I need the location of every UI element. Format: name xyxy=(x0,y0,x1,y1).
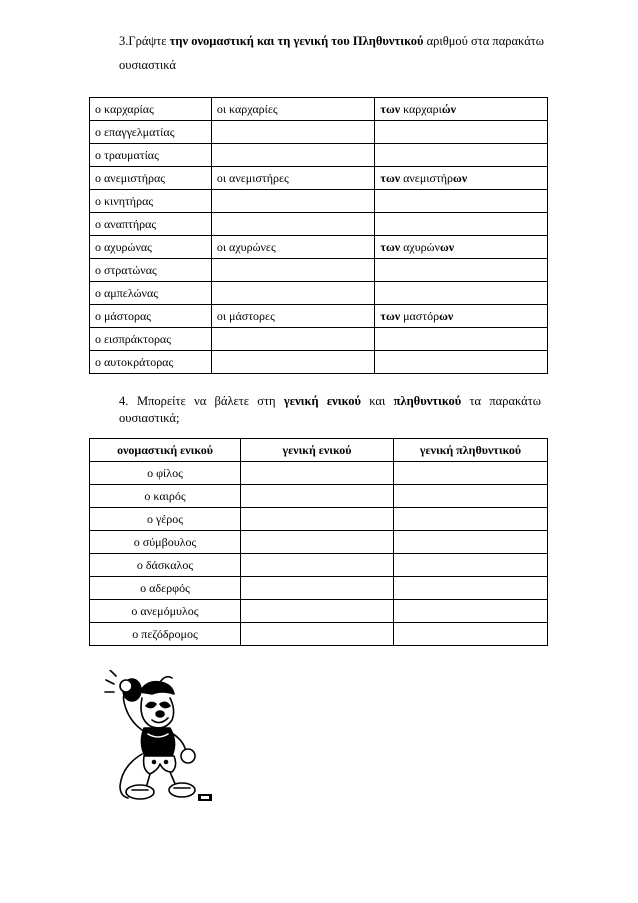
nominative-singular-cell: ο πεζόδρομος xyxy=(90,623,241,646)
table-row xyxy=(90,623,548,646)
table-row xyxy=(90,351,548,374)
nominative-plural-cell[interactable] xyxy=(211,259,375,282)
nominative-singular-cell: ο αχυρώνας xyxy=(90,236,212,259)
nominative-plural-cell[interactable]: οι μάστορες xyxy=(211,305,375,328)
nominative-singular-cell: ο σύμβουλος xyxy=(90,531,241,554)
genitive-plural-cell[interactable] xyxy=(394,623,548,646)
genitive-ending: ων xyxy=(453,170,468,185)
table-row xyxy=(90,554,548,577)
genitive-ending: ων xyxy=(439,239,455,254)
table-row xyxy=(90,508,548,531)
genitive-singular-cell[interactable] xyxy=(241,554,394,577)
genitive-stem: καρχαρι xyxy=(400,101,442,116)
nominative-singular-cell: ο αμπελώνας xyxy=(90,282,212,305)
genitive-plural-cell[interactable] xyxy=(375,121,548,144)
nominative-plural-cell[interactable] xyxy=(211,121,375,144)
exercise3-bold: την ονομαστική και τη γενική του Πληθυντικού xyxy=(169,34,424,48)
genitive-stem: αχυρών xyxy=(400,239,440,254)
genitive-plural-cell[interactable] xyxy=(394,577,548,600)
genitive-plural-cell[interactable] xyxy=(375,144,548,167)
table-row xyxy=(90,259,548,282)
genitive-plural-cell[interactable] xyxy=(394,600,548,623)
nominative-plural-cell[interactable] xyxy=(211,213,375,236)
table-row xyxy=(90,485,548,508)
exercise4-bold1: γενική ενικού xyxy=(283,394,361,408)
genitive-plural-cell[interactable] xyxy=(394,508,548,531)
genitive-plural-cell[interactable] xyxy=(375,282,548,305)
genitive-plural-cell[interactable] xyxy=(394,485,548,508)
nominative-singular-cell: ο τραυματίας xyxy=(90,144,212,167)
genitive-singular-cell[interactable] xyxy=(241,485,394,508)
exercise4-number: 4. xyxy=(119,394,129,408)
nominative-singular-cell: ο φίλος xyxy=(90,462,241,485)
nominative-plural-cell[interactable] xyxy=(211,282,375,305)
exercise4-instructions xyxy=(119,393,541,427)
genitive-article: των xyxy=(380,239,401,254)
table-row xyxy=(90,213,548,236)
table-row xyxy=(90,282,548,305)
nominative-singular-cell: ο αδερφός xyxy=(90,577,241,600)
table-row xyxy=(90,305,548,328)
table-row xyxy=(90,167,548,190)
exercise4-bold2: πληθυντικού xyxy=(393,394,462,408)
exercise4-table xyxy=(89,438,548,646)
nominative-plural-cell[interactable]: οι αχυρώνες xyxy=(211,236,375,259)
genitive-singular-cell[interactable] xyxy=(241,623,394,646)
nominative-singular-cell: ο αναπτήρας xyxy=(90,213,212,236)
genitive-plural-cell[interactable] xyxy=(394,531,548,554)
genitive-singular-cell[interactable] xyxy=(241,577,394,600)
nominative-singular-cell: ο καιρός xyxy=(90,485,241,508)
genitive-plural-cell[interactable] xyxy=(375,305,548,328)
table-row xyxy=(90,577,548,600)
exercise4-part2: και xyxy=(360,394,394,408)
exercise3-suffix: αριθμού στα παρακάτω ουσιαστικά xyxy=(119,34,545,72)
table-row xyxy=(90,328,548,351)
table-row xyxy=(90,98,548,121)
genitive-singular-cell[interactable] xyxy=(241,508,394,531)
table-row xyxy=(90,600,548,623)
genitive-ending: ων xyxy=(439,308,454,323)
header-genitive-singular: γενική ενικού xyxy=(241,439,394,462)
genitive-plural-cell[interactable] xyxy=(375,351,548,374)
nominative-singular-cell: ο επαγγελματίας xyxy=(90,121,212,144)
exercise4-part3: τα παρακάτω ουσιαστικά; xyxy=(119,394,541,425)
exercise3-table xyxy=(89,97,548,374)
table-row xyxy=(90,462,548,485)
genitive-article: των xyxy=(380,101,401,116)
genitive-ending: ών xyxy=(441,101,457,116)
table-header-row xyxy=(90,439,548,462)
genitive-stem: μαστόρ xyxy=(400,308,440,323)
table-row xyxy=(90,236,548,259)
mickey-mouse-icon xyxy=(102,670,216,805)
genitive-singular-cell[interactable] xyxy=(241,462,394,485)
header-genitive-plural: γενική πληθυντικού xyxy=(394,439,548,462)
genitive-plural-cell[interactable] xyxy=(375,213,548,236)
nominative-singular-cell: ο γέρος xyxy=(90,508,241,531)
nominative-singular-cell: ο ανεμιστήρας xyxy=(90,167,212,190)
nominative-plural-cell[interactable] xyxy=(211,328,375,351)
exercise4-part1: Μπορείτε να βάλετε στη xyxy=(137,394,284,408)
nominative-singular-cell: ο ανεμόμυλος xyxy=(90,600,241,623)
nominative-singular-cell: ο στρατώνας xyxy=(90,259,212,282)
nominative-singular-cell: ο μάστορας xyxy=(90,305,212,328)
nominative-singular-cell: ο αυτοκράτορας xyxy=(90,351,212,374)
nominative-plural-cell[interactable] xyxy=(211,190,375,213)
genitive-singular-cell[interactable] xyxy=(241,531,394,554)
nominative-singular-cell: ο κινητήρας xyxy=(90,190,212,213)
nominative-plural-cell[interactable]: οι ανεμιστήρες xyxy=(211,167,375,190)
genitive-plural-cell[interactable] xyxy=(394,462,548,485)
genitive-plural-cell[interactable] xyxy=(394,554,548,577)
table-row xyxy=(90,121,548,144)
genitive-plural-cell[interactable] xyxy=(375,167,548,190)
genitive-plural-cell[interactable] xyxy=(375,328,548,351)
exercise3-instructions xyxy=(119,29,549,77)
nominative-singular-cell: ο καρχαρίας xyxy=(90,98,212,121)
nominative-singular-cell: ο δάσκαλος xyxy=(90,554,241,577)
genitive-plural-cell[interactable] xyxy=(375,98,548,121)
genitive-article: των xyxy=(380,170,401,185)
genitive-singular-cell[interactable] xyxy=(241,600,394,623)
genitive-plural-cell[interactable] xyxy=(375,190,548,213)
table-row xyxy=(90,144,548,167)
genitive-plural-cell[interactable] xyxy=(375,259,548,282)
nominative-plural-cell[interactable]: οι καρχαρίες xyxy=(211,98,375,121)
genitive-article: των xyxy=(380,308,401,323)
header-nominative-singular: ονομαστική ενικού xyxy=(90,439,241,462)
genitive-stem: ανεμιστήρ xyxy=(400,170,454,185)
table-row xyxy=(90,190,548,213)
table-row xyxy=(90,531,548,554)
nominative-plural-cell[interactable] xyxy=(211,351,375,374)
genitive-plural-cell[interactable] xyxy=(375,236,548,259)
nominative-singular-cell: ο εισπράκτορας xyxy=(90,328,212,351)
nominative-plural-cell[interactable] xyxy=(211,144,375,167)
exercise3-prefix: 3.Γράψτε xyxy=(119,34,170,48)
